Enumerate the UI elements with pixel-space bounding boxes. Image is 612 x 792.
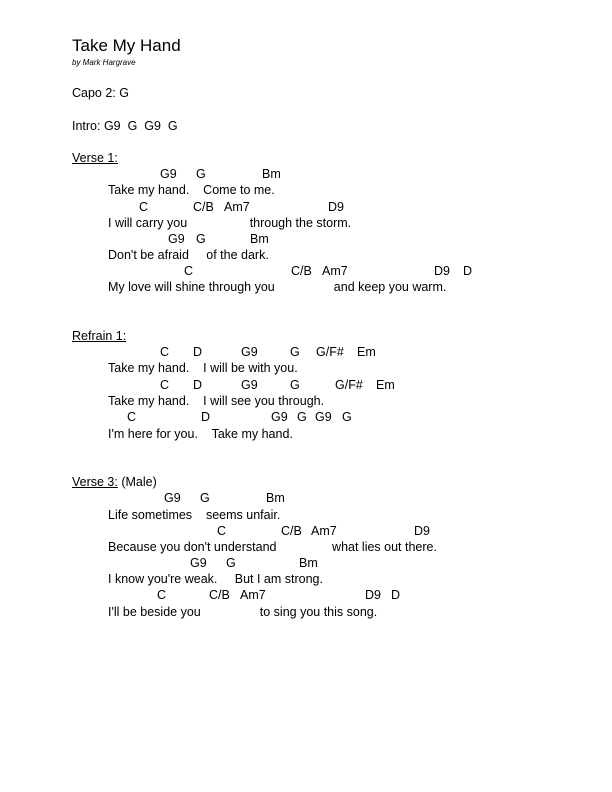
lyric-line: Take my hand. I will see you through.: [108, 394, 325, 408]
chord: C/B: [193, 200, 214, 214]
chord: Bm: [262, 167, 281, 181]
verse3-header: Verse 3:: [72, 475, 118, 489]
chord: G: [297, 410, 307, 424]
chord: D9: [414, 524, 430, 538]
lyric-line: I'm here for you. Take my hand.: [108, 427, 293, 441]
chord: Am7: [322, 264, 348, 278]
chord: G9: [168, 232, 185, 246]
chord: Bm: [266, 491, 285, 505]
chord: Bm: [250, 232, 269, 246]
lyric-line: I will carry you through the storm.: [108, 216, 352, 230]
chord: Am7: [240, 588, 266, 602]
chord: G9: [241, 378, 258, 392]
chord: C/B: [209, 588, 230, 602]
intro-line: Intro: G9 G G9 G: [72, 119, 178, 133]
chord: G9: [271, 410, 288, 424]
chord: C: [139, 200, 149, 214]
chord: D: [193, 345, 203, 359]
chord: C: [127, 410, 137, 424]
chord: D: [463, 264, 473, 278]
chord: G9: [241, 345, 258, 359]
chord: G: [200, 491, 210, 505]
chord: C/B: [281, 524, 302, 538]
chord: G9: [190, 556, 207, 570]
chord: G9: [315, 410, 332, 424]
chord: G: [196, 167, 206, 181]
chord: G: [226, 556, 236, 570]
lyric-line: Take my hand. I will be with you.: [108, 361, 298, 375]
refrain1-header: Refrain 1:: [72, 329, 127, 343]
chord: G/F#: [316, 345, 344, 359]
chord: Am7: [224, 200, 250, 214]
chord: C: [160, 345, 170, 359]
chord: G: [290, 378, 300, 392]
chord: C: [160, 378, 170, 392]
chord: D9: [365, 588, 381, 602]
verse3-header-row: [72, 476, 157, 489]
chord: D: [201, 410, 211, 424]
chord: D: [193, 378, 203, 392]
chord: Em: [376, 378, 395, 392]
lyric-line: My love will shine through you and keep you warm.: [108, 280, 447, 294]
chord: C: [217, 524, 227, 538]
chord: D9: [434, 264, 450, 278]
song-title: Take My Hand: [72, 36, 181, 55]
chord: C/B: [291, 264, 312, 278]
chord: G: [196, 232, 206, 246]
lyric-line: I'll be beside you to sing you this song.: [108, 605, 378, 619]
chord: G9: [160, 167, 177, 181]
chord: G: [342, 410, 352, 424]
chord: C: [184, 264, 194, 278]
chord: Bm: [299, 556, 318, 570]
lyric-line: Take my hand. Come to me.: [108, 183, 275, 197]
chord: D9: [328, 200, 344, 214]
chord: G/F#: [335, 378, 363, 392]
lyric-line: Because you don't understand what lies out there.: [108, 540, 437, 554]
lyric-line: I know you're weak. But I am strong.: [108, 572, 323, 586]
chord: G9: [164, 491, 181, 505]
chord: Am7: [311, 524, 337, 538]
chord: C: [157, 588, 167, 602]
verse3-note: (Male): [121, 475, 157, 489]
verse1-header: Verse 1:: [72, 151, 118, 165]
chord: D: [391, 588, 401, 602]
capo-line: Capo 2: G: [72, 86, 129, 100]
lyric-line: Don't be afraid of the dark.: [108, 248, 269, 262]
chord: Em: [357, 345, 376, 359]
chord: G: [290, 345, 300, 359]
song-author: by Mark Hargrave: [72, 58, 136, 67]
lyric-line: Life sometimes seems unfair.: [108, 508, 281, 522]
